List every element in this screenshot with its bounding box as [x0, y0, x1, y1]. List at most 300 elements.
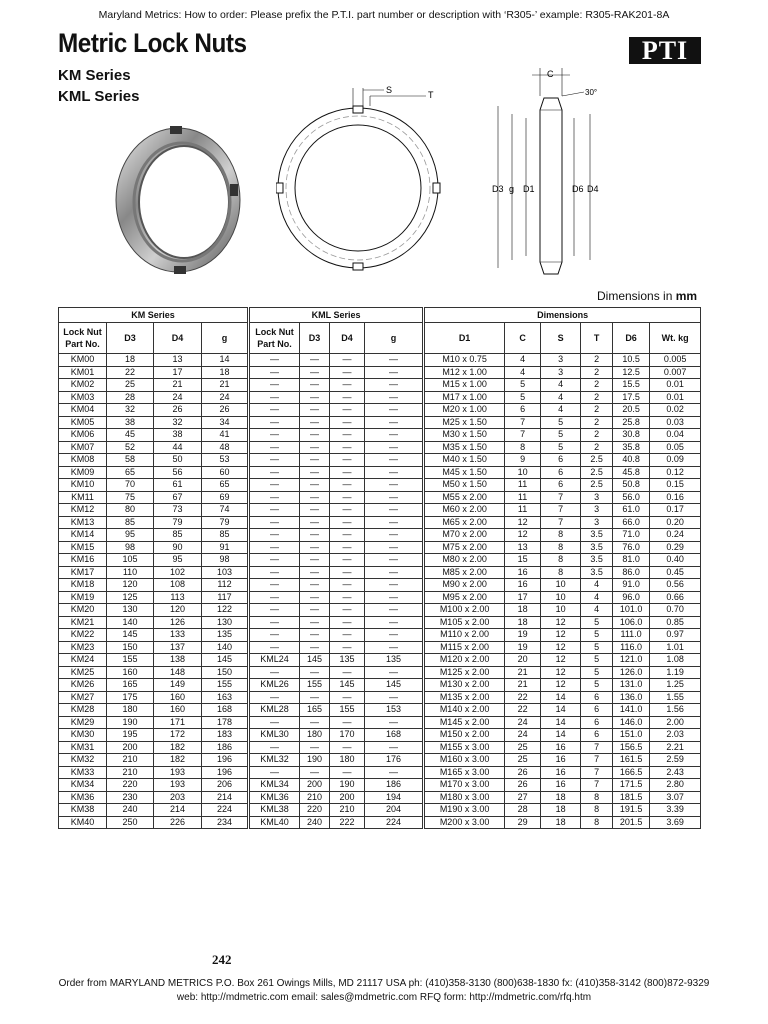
- table-cell: 6: [541, 466, 581, 479]
- table-cell: 2: [581, 441, 613, 454]
- table-cell: 196: [202, 766, 248, 779]
- header-km-g: g: [202, 323, 248, 354]
- table-cell: —: [250, 566, 300, 579]
- dimensions-note: [597, 289, 697, 303]
- table-cell: —: [250, 479, 300, 492]
- table-cell: —: [250, 466, 300, 479]
- table-cell: 32: [107, 404, 154, 417]
- table-cell: 10: [541, 604, 581, 617]
- table-cell: —: [330, 716, 365, 729]
- table-cell: 80: [107, 504, 154, 517]
- table-cell: 2.5: [581, 479, 613, 492]
- table-cell: M190 x 3.00: [425, 804, 505, 817]
- table-cell: 67: [154, 491, 202, 504]
- table-cell: —: [330, 466, 365, 479]
- table-cell: KM07: [59, 441, 107, 454]
- table-cell: 203: [154, 791, 202, 804]
- table-cell: 0.01: [650, 379, 701, 392]
- table-cell: M120 x 2.00: [425, 654, 505, 667]
- label-s: S: [386, 85, 393, 95]
- table-cell: 226: [154, 816, 202, 829]
- table-cell: 137: [154, 641, 202, 654]
- table-cell: —: [250, 666, 300, 679]
- table-row: [59, 391, 701, 404]
- table-cell: KM24: [59, 654, 107, 667]
- table-cell: 200: [300, 779, 330, 792]
- table-cell: KM25: [59, 666, 107, 679]
- table-cell: 5: [505, 379, 541, 392]
- table-cell: KM05: [59, 416, 107, 429]
- table-cell: 8: [541, 554, 581, 567]
- table-cell: 5: [581, 654, 613, 667]
- table-cell: KM32: [59, 754, 107, 767]
- table-cell: —: [300, 354, 330, 367]
- table-cell: 4: [505, 366, 541, 379]
- table-cell: 120: [154, 604, 202, 617]
- table-cell: 240: [300, 816, 330, 829]
- table-cell: —: [330, 554, 365, 567]
- table-cell: 4: [541, 391, 581, 404]
- table-cell: 165: [300, 704, 330, 717]
- table-cell: 79: [202, 516, 248, 529]
- table-cell: —: [330, 379, 365, 392]
- table-cell: —: [300, 529, 330, 542]
- table-cell: —: [250, 429, 300, 442]
- table-row: [59, 379, 701, 392]
- table-cell: M50 x 1.50: [425, 479, 505, 492]
- table-cell: 200: [107, 741, 154, 754]
- table-cell: 193: [154, 779, 202, 792]
- table-cell: 22: [505, 704, 541, 717]
- table-cell: 214: [154, 804, 202, 817]
- table-cell: KM29: [59, 716, 107, 729]
- table-cell: —: [365, 504, 423, 517]
- table-cell: 191.5: [613, 804, 650, 817]
- table-cell: 160: [154, 704, 202, 717]
- table-cell: 17.5: [613, 391, 650, 404]
- table-cell: 7: [581, 779, 613, 792]
- table-cell: 138: [154, 654, 202, 667]
- table-cell: 0.56: [650, 579, 701, 592]
- table-cell: —: [330, 629, 365, 642]
- table-cell: 12: [505, 516, 541, 529]
- table-cell: 2.21: [650, 741, 701, 754]
- table-cell: 133: [154, 629, 202, 642]
- table-cell: 98: [202, 554, 248, 567]
- table-cell: KM15: [59, 541, 107, 554]
- table-cell: 220: [107, 779, 154, 792]
- table-cell: 10.5: [613, 354, 650, 367]
- table-cell: 204: [365, 804, 423, 817]
- table-cell: KM04: [59, 404, 107, 417]
- table-cell: 153: [365, 704, 423, 717]
- table-cell: —: [300, 741, 330, 754]
- table-cell: 12: [541, 654, 581, 667]
- table-cell: 24: [202, 391, 248, 404]
- table-row: [59, 654, 701, 667]
- table-row: [59, 504, 701, 517]
- group-km-series: KM Series: [59, 308, 248, 323]
- table-cell: 12.5: [613, 366, 650, 379]
- table-cell: 21: [505, 679, 541, 692]
- table-cell: 38: [107, 416, 154, 429]
- table-cell: 3.5: [581, 529, 613, 542]
- table-cell: —: [300, 629, 330, 642]
- table-cell: 21: [505, 666, 541, 679]
- table-cell: 52: [107, 441, 154, 454]
- table-cell: 126.0: [613, 666, 650, 679]
- table-cell: 146.0: [613, 716, 650, 729]
- table-cell: —: [330, 541, 365, 554]
- table-cell: 18: [541, 816, 581, 829]
- table-cell: 14: [541, 716, 581, 729]
- table-cell: —: [250, 554, 300, 567]
- table-cell: 145: [365, 679, 423, 692]
- table-cell: —: [365, 616, 423, 629]
- table-cell: 168: [202, 704, 248, 717]
- table-cell: —: [365, 554, 423, 567]
- table-row: [59, 591, 701, 604]
- table-cell: 11: [505, 504, 541, 517]
- table-cell: —: [250, 741, 300, 754]
- table-cell: —: [250, 504, 300, 517]
- table-cell: 95: [154, 554, 202, 567]
- table-cell: 50.8: [613, 479, 650, 492]
- table-cell: —: [250, 541, 300, 554]
- table-cell: 8: [541, 566, 581, 579]
- table-cell: 96.0: [613, 591, 650, 604]
- table-cell: KM23: [59, 641, 107, 654]
- table-cell: 149: [154, 679, 202, 692]
- table-cell: 74: [202, 504, 248, 517]
- table-cell: 65: [202, 479, 248, 492]
- table-cell: KM03: [59, 391, 107, 404]
- table-cell: 113: [154, 591, 202, 604]
- table-cell: 18: [505, 616, 541, 629]
- table-cell: 10: [541, 591, 581, 604]
- table-row: [59, 566, 701, 579]
- table-cell: 194: [365, 791, 423, 804]
- table-cell: 45.8: [613, 466, 650, 479]
- table-row: [59, 616, 701, 629]
- table-cell: 0.02: [650, 404, 701, 417]
- table-cell: 4: [581, 604, 613, 617]
- table-cell: —: [330, 616, 365, 629]
- table-cell: 11: [505, 479, 541, 492]
- table-cell: 29: [505, 816, 541, 829]
- table-cell: M85 x 2.00: [425, 566, 505, 579]
- table-cell: 12: [541, 666, 581, 679]
- table-cell: —: [330, 429, 365, 442]
- table-cell: KM34: [59, 779, 107, 792]
- table-cell: 8: [581, 804, 613, 817]
- table-cell: 2.59: [650, 754, 701, 767]
- table-cell: —: [250, 529, 300, 542]
- table-row: [59, 516, 701, 529]
- table-cell: —: [300, 479, 330, 492]
- table-cell: 210: [107, 766, 154, 779]
- table-row: [59, 754, 701, 767]
- table-cell: 201.5: [613, 816, 650, 829]
- table-row: [59, 529, 701, 542]
- table-cell: 4: [505, 354, 541, 367]
- table-cell: 98: [107, 541, 154, 554]
- table-cell: 4: [541, 404, 581, 417]
- table-cell: 155: [107, 654, 154, 667]
- table-cell: 24: [154, 391, 202, 404]
- table-cell: 2.5: [581, 454, 613, 467]
- lock-nut-table: [58, 307, 701, 829]
- table-cell: 135: [330, 654, 365, 667]
- table-cell: 60: [202, 466, 248, 479]
- table-cell: KM31: [59, 741, 107, 754]
- table-cell: 171.5: [613, 779, 650, 792]
- table-cell: 6: [581, 716, 613, 729]
- table-cell: 126: [154, 616, 202, 629]
- table-cell: —: [330, 504, 365, 517]
- table-cell: 61.0: [613, 504, 650, 517]
- table-row: [59, 416, 701, 429]
- table-cell: M65 x 2.00: [425, 516, 505, 529]
- table-cell: 15: [505, 554, 541, 567]
- table-cell: KM01: [59, 366, 107, 379]
- table-cell: 28: [107, 391, 154, 404]
- table-cell: 14: [541, 704, 581, 717]
- table-cell: 41: [202, 429, 248, 442]
- table-cell: 0.70: [650, 604, 701, 617]
- table-cell: 182: [154, 741, 202, 754]
- table-cell: 3: [541, 366, 581, 379]
- table-row: [59, 641, 701, 654]
- table-cell: 5: [541, 429, 581, 442]
- table-cell: 122: [202, 604, 248, 617]
- table-cell: 116.0: [613, 641, 650, 654]
- table-cell: 3.07: [650, 791, 701, 804]
- table-cell: 140: [107, 616, 154, 629]
- table-cell: 131.0: [613, 679, 650, 692]
- table-cell: —: [300, 554, 330, 567]
- table-cell: 0.20: [650, 516, 701, 529]
- table-cell: 26: [505, 766, 541, 779]
- table-cell: 5: [581, 666, 613, 679]
- table-cell: —: [300, 716, 330, 729]
- table-cell: KM28: [59, 704, 107, 717]
- table-cell: 171: [154, 716, 202, 729]
- table-cell: 222: [330, 816, 365, 829]
- header-km-d3: D3: [107, 323, 154, 354]
- table-cell: 181.5: [613, 791, 650, 804]
- table-cell: —: [330, 441, 365, 454]
- table-cell: M45 x 1.50: [425, 466, 505, 479]
- table-cell: 210: [107, 754, 154, 767]
- table-cell: 180: [107, 704, 154, 717]
- label-g: g: [509, 184, 515, 194]
- table-cell: KM17: [59, 566, 107, 579]
- table-cell: 2: [581, 379, 613, 392]
- table-cell: 3.5: [581, 566, 613, 579]
- table-cell: 195: [107, 729, 154, 742]
- table-cell: 70: [107, 479, 154, 492]
- table-cell: 95: [107, 529, 154, 542]
- table-cell: 0.05: [650, 441, 701, 454]
- table-cell: 190: [330, 779, 365, 792]
- table-cell: 26: [505, 779, 541, 792]
- table-cell: —: [365, 591, 423, 604]
- table-cell: 150: [202, 666, 248, 679]
- table-cell: 25.8: [613, 416, 650, 429]
- table-cell: 85: [107, 516, 154, 529]
- table-cell: —: [300, 604, 330, 617]
- table-cell: 27: [505, 791, 541, 804]
- table-cell: 136.0: [613, 691, 650, 704]
- table-cell: —: [330, 641, 365, 654]
- table-cell: 7: [581, 741, 613, 754]
- table-cell: 21: [154, 379, 202, 392]
- table-cell: 26: [202, 404, 248, 417]
- table-cell: —: [300, 379, 330, 392]
- lock-nut-photo: [106, 118, 246, 278]
- table-cell: —: [330, 741, 365, 754]
- table-cell: M25 x 1.50: [425, 416, 505, 429]
- table-cell: 175: [107, 691, 154, 704]
- table-cell: 190: [300, 754, 330, 767]
- table-cell: M200 x 3.00: [425, 816, 505, 829]
- table-cell: KM14: [59, 529, 107, 542]
- table-cell: 75: [107, 491, 154, 504]
- table-cell: 2.43: [650, 766, 701, 779]
- table-cell: KML38: [250, 804, 300, 817]
- series-kml-heading: KML Series: [58, 88, 140, 105]
- table-cell: 140: [202, 641, 248, 654]
- table-cell: 61: [154, 479, 202, 492]
- table-cell: 0.66: [650, 591, 701, 604]
- table-cell: —: [250, 516, 300, 529]
- table-cell: 183: [202, 729, 248, 742]
- table-cell: 21: [202, 379, 248, 392]
- table-cell: M17 x 1.00: [425, 391, 505, 404]
- table-cell: 180: [300, 729, 330, 742]
- table-row: [59, 404, 701, 417]
- table-cell: 19: [505, 641, 541, 654]
- table-cell: 0.03: [650, 416, 701, 429]
- table-cell: 8: [505, 441, 541, 454]
- table-cell: KM13: [59, 516, 107, 529]
- label-d4: D4: [587, 184, 599, 194]
- table-cell: 4: [581, 591, 613, 604]
- table-cell: M105 x 2.00: [425, 616, 505, 629]
- table-cell: 180: [330, 754, 365, 767]
- table-cell: 66.0: [613, 516, 650, 529]
- table-cell: 0.005: [650, 354, 701, 367]
- table-cell: 4: [581, 579, 613, 592]
- table-cell: —: [300, 366, 330, 379]
- table-cell: 58: [107, 454, 154, 467]
- table-cell: 1.19: [650, 666, 701, 679]
- table-cell: 69: [202, 491, 248, 504]
- table-cell: —: [330, 566, 365, 579]
- table-cell: 196: [202, 754, 248, 767]
- table-cell: —: [250, 454, 300, 467]
- table-cell: 141.0: [613, 704, 650, 717]
- table-cell: 28: [505, 804, 541, 817]
- table-cell: —: [365, 604, 423, 617]
- label-t: T: [428, 90, 434, 100]
- table-cell: —: [330, 691, 365, 704]
- table-cell: 121.0: [613, 654, 650, 667]
- table-cell: 0.85: [650, 616, 701, 629]
- table-cell: 26: [154, 404, 202, 417]
- table-cell: KM33: [59, 766, 107, 779]
- table-cell: 16: [541, 779, 581, 792]
- table-cell: 6: [581, 704, 613, 717]
- table-cell: —: [250, 404, 300, 417]
- table-row: [59, 629, 701, 642]
- label-d3: D3: [492, 184, 504, 194]
- table-cell: 0.29: [650, 541, 701, 554]
- table-row: [59, 779, 701, 792]
- table-cell: 0.12: [650, 466, 701, 479]
- table-cell: —: [365, 416, 423, 429]
- table-row: [59, 454, 701, 467]
- table-cell: 7: [541, 504, 581, 517]
- table-cell: —: [365, 366, 423, 379]
- table-row: [59, 791, 701, 804]
- table-cell: 0.04: [650, 429, 701, 442]
- table-cell: —: [330, 666, 365, 679]
- table-cell: —: [250, 604, 300, 617]
- table-cell: —: [330, 404, 365, 417]
- table-cell: 130: [107, 604, 154, 617]
- table-cell: 111.0: [613, 629, 650, 642]
- ordering-note: Maryland Metrics: How to order: Please prefix the P.T.I. part number or description with ‘R305-’ example: R305-RAK201-8A: [98, 9, 670, 21]
- header-km-part: Lock Nut Part No.: [59, 323, 107, 354]
- table-cell: —: [330, 529, 365, 542]
- table-cell: 1.01: [650, 641, 701, 654]
- table-row: [59, 466, 701, 479]
- table-cell: 6: [505, 404, 541, 417]
- table-cell: —: [300, 766, 330, 779]
- table-cell: 2: [581, 391, 613, 404]
- table-cell: 168: [365, 729, 423, 742]
- table-cell: 16: [541, 766, 581, 779]
- table-cell: KM36: [59, 791, 107, 804]
- table-cell: 12: [505, 529, 541, 542]
- table-cell: M115 x 2.00: [425, 641, 505, 654]
- table-cell: 145: [330, 679, 365, 692]
- table-cell: M70 x 2.00: [425, 529, 505, 542]
- table-cell: —: [365, 466, 423, 479]
- table-cell: —: [330, 366, 365, 379]
- table-cell: 2: [581, 366, 613, 379]
- table-cell: 0.45: [650, 566, 701, 579]
- label-d6: D6: [572, 184, 584, 194]
- table-cell: 2.00: [650, 716, 701, 729]
- table-cell: —: [365, 479, 423, 492]
- table-cell: —: [250, 616, 300, 629]
- table-cell: KM06: [59, 429, 107, 442]
- header-t: T: [581, 323, 613, 354]
- table-cell: —: [365, 716, 423, 729]
- table-cell: 18: [541, 804, 581, 817]
- table-row: [59, 766, 701, 779]
- table-cell: 8: [541, 541, 581, 554]
- table-cell: 44: [154, 441, 202, 454]
- table-cell: 214: [202, 791, 248, 804]
- table-cell: KM38: [59, 804, 107, 817]
- table-cell: 90: [154, 541, 202, 554]
- table-cell: 56.0: [613, 491, 650, 504]
- table-cell: —: [250, 629, 300, 642]
